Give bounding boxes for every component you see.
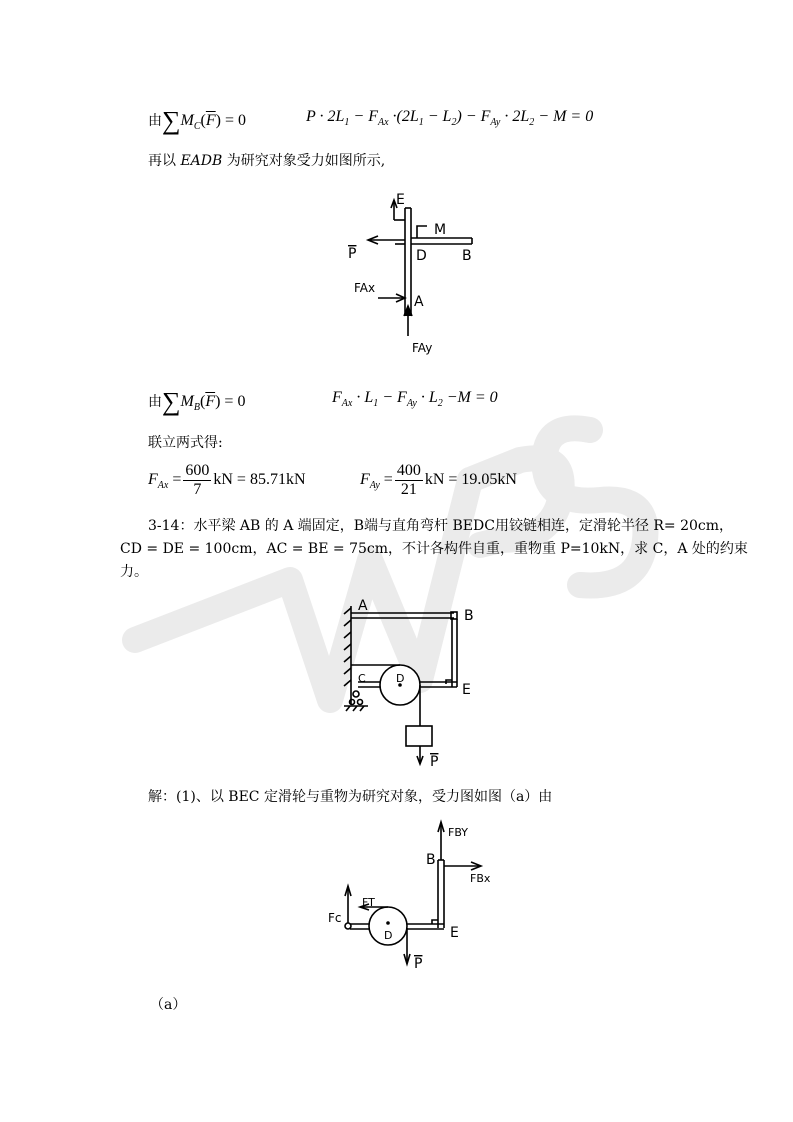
result-fax: $F_{Ax}$ = $\frac{600}{7}$ kN = 85.71kN xyxy=(148,462,306,498)
problem-line-3: 力。 xyxy=(120,564,148,580)
fig2-label-a: A xyxy=(358,598,368,614)
fig3-label-p: P xyxy=(414,956,423,972)
caption-a: （a） xyxy=(150,997,187,1013)
fig3-label-b: B xyxy=(426,852,436,868)
eq-prefix: 由 xyxy=(148,114,162,129)
fig3-label-e: E xyxy=(450,925,459,941)
fig2-label-d: D xyxy=(396,672,405,685)
fig3-label-fby: FBY xyxy=(448,826,468,839)
equation-moment-c: 由$\sum M_C(\overline{F}) = 0$ xyxy=(148,106,247,135)
fig1-label-e: E xyxy=(396,192,405,208)
fig1-label-d: D xyxy=(416,248,427,264)
fig1-label-fay: FAy xyxy=(412,341,433,355)
solution-text: 解：(1)、以 BEC 定滑轮与重物为研究对象，受力图如图（a）由 xyxy=(148,789,553,805)
equation-moment-b: 由$\sum M_B(\overline{F}) = 0$ xyxy=(148,387,246,416)
equation-moment-b-rhs: $F_{Ax} \cdot L_1 - F_{Ay} \cdot L_2 -M = 0$ xyxy=(332,389,498,409)
fig3-label-fbx: FBx xyxy=(470,872,491,885)
fig1-label-a: A xyxy=(414,294,424,310)
fig2-label-c: C xyxy=(358,672,366,685)
problem-line-1: 3-14：水平梁 AB 的 A 端固定，B端与直角弯杆 BEDC用铰链相连，定滑轮半径 R= 20cm， xyxy=(148,518,734,534)
fig2-label-b: B xyxy=(464,608,474,624)
paragraph-eadb: 再以 EADB 为研究对象受力如图所示, xyxy=(148,153,386,169)
paragraph-combine: 联立两式得: xyxy=(148,435,223,451)
figure-beam-pulley-system xyxy=(336,594,486,774)
fig2-label-e: E xyxy=(462,682,471,698)
result-fay: $F_{Ay}$ = $\frac{400}{21}$ kN = 19.05kN xyxy=(360,462,517,498)
fig1-label-fax: FAx xyxy=(354,281,376,295)
fig3-label-ft: FT xyxy=(362,896,375,909)
problem-line-2: CD = DE = 100cm，AC = BE = 75cm，不计各构件自重，重物重 P=10kN，求 C，A 处的约束 xyxy=(120,541,748,557)
fig3-label-fc: Fc xyxy=(328,911,342,925)
fig2-label-p: P xyxy=(430,754,439,770)
fig1-label-p: P xyxy=(348,246,357,262)
fig3-label-d: D xyxy=(384,929,393,942)
fig1-label-b: B xyxy=(462,248,472,264)
figure-a-free-body xyxy=(324,816,494,978)
fig1-label-m: M xyxy=(434,222,447,238)
equation-moment-c-rhs: $P \cdot 2L_1 - F_{Ax} \cdot(2L_1 - L_2) - F_{Ay} \cdot 2L_2 - M = 0$ xyxy=(306,108,594,128)
figure-eadb-free-body xyxy=(330,186,490,358)
